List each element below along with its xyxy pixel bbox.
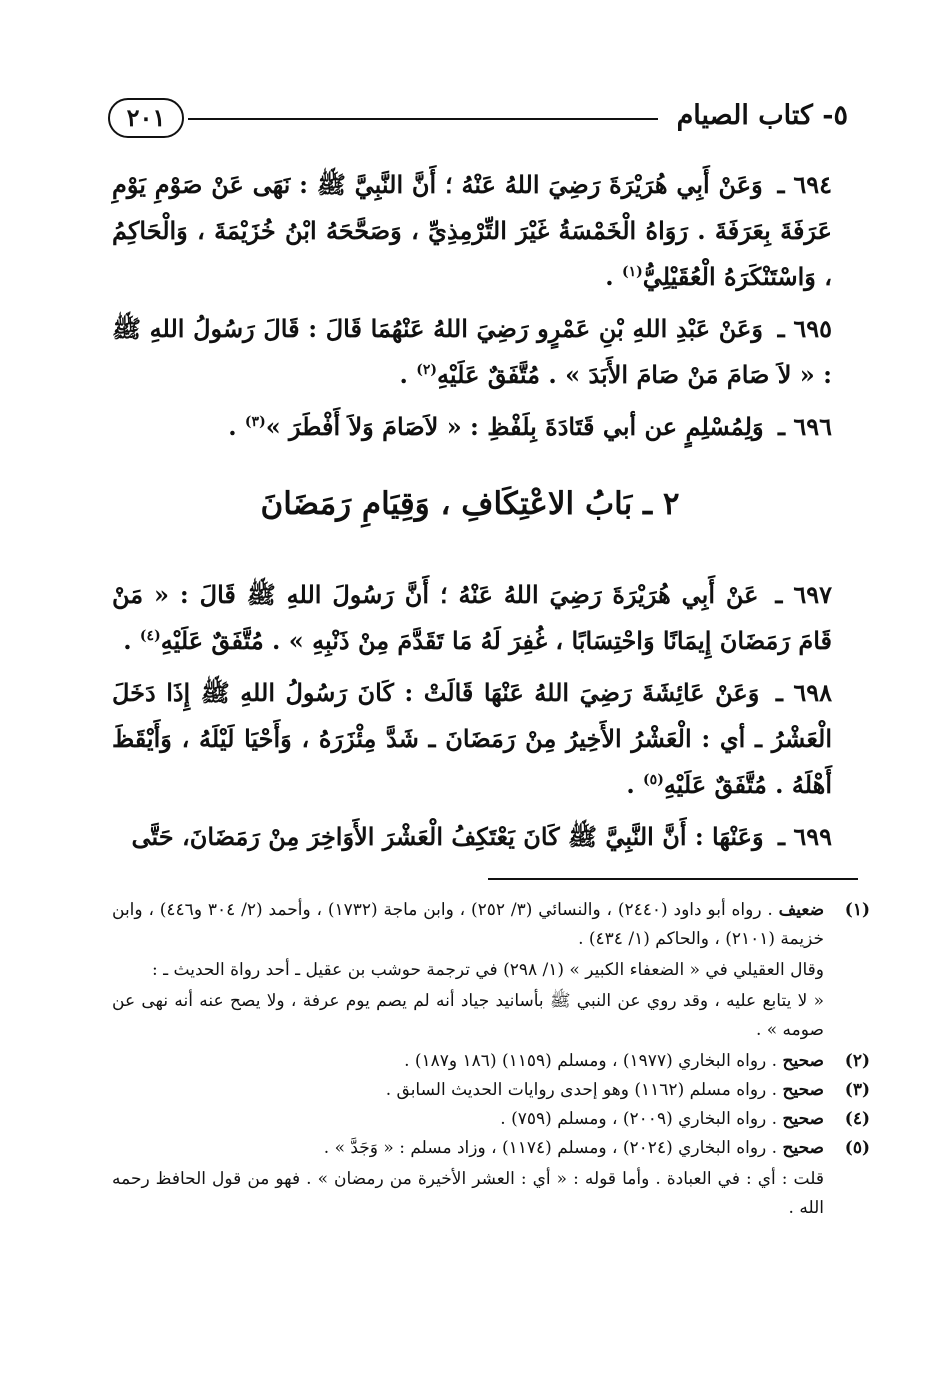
- footnote-number: (٤): [844, 1109, 870, 1129]
- hadith-text: وَعَنْ عَبْدِ اللهِ بْنِ عَمْرٍو رَضِيَ اللهُ عَنْهُمَا قَالَ : قَالَ رَسُولُ اللهِ ﷺ : « لاَ صَامَ مَنْ صَامَ الأَبَدَ » . مُتَّفَقٌ عَلَيْهِ: [112, 314, 832, 389]
- page-header: [108, 92, 848, 144]
- footnote-grade: ضعيف: [778, 900, 825, 920]
- footnote-number: (٣): [844, 1080, 870, 1100]
- hadith-number: ٦٩٩ ـ: [777, 822, 832, 851]
- footnote-text: . رواه البخاري (٢٠٢٤) ، ومسلم (١١٧٤) ، وزاد مسلم : « وَجَدَّ » .: [323, 1138, 783, 1158]
- footnote-ref[interactable]: (٤): [139, 628, 161, 644]
- hadith-699: [112, 814, 832, 860]
- hadith-text: وَلِمُسْلِمٍ عن أبي قَتَادَةَ بِلَفْظِ : « لاَصَامَ وَلاَ أَفْطَرَ »: [265, 412, 764, 441]
- hadith-698: ٦٩٨ ـ وَعَنْ عَائِشَةَ رَضِيَ اللهُ عَنْهَا قَالَتْ : كَانَ رَسُولُ اللهِ ﷺ إِذَا دَخَلَ الْعَشْرُ ـ أي : الْعَشْرُ الأَخِيرُ مِنْ رَمَضَانَ ـ شَدَّ مِئْزَرَهُ ، وَأَحْيَا لَيْلَهُ ، وَأَيْقَظَ أَهْلَهُ . مُتَّفَقٌ عَلَيْهِ$^{(٥)}$ .: [112, 678, 833, 799]
- footnote-number: (١): [844, 900, 870, 920]
- footnote-1: [112, 896, 870, 954]
- footnote-text: . رواه البخاري (١٩٧٧) ، ومسلم (١١٥٩) (١٨٦ و١٨٧) .: [404, 1051, 783, 1071]
- footnotes: [112, 896, 870, 1225]
- footnote-grade: صحيح: [782, 1080, 824, 1100]
- hadith-694: ٦٩٤ ـ وَعَنْ أَبِي هُرَيْرَةَ رَضِيَ اللهُ عَنْهُ ؛ أَنَّ النَّبِيَّ ﷺ : نَهَى عَنْ صَوْمِ يَوْمِ عَرَفَةَ بِعَرَفَةَ . رَوَاهُ الْخَمْسَةُ غَيْرَ التِّرْمِذِيِّ ، وَصَحَّحَهُ ابْنُ خُزَيْمَةَ ، وَالْحَاكِمُ ، وَاسْتَنْكَرَهُ الْعُقَيْلِيُّ$^{(١)}$ .: [112, 170, 833, 291]
- footnote-5-note: قلت : أي : في العبادة . وأما قوله : « أي : العشر الأخيرة من رمضان » . فهو من قول الحافظ رحمه الله .: [112, 1169, 824, 1218]
- footnote-number: (٢): [844, 1051, 870, 1071]
- chapter-title: ٥- كتاب الصيام: [676, 100, 848, 131]
- footnote-grade: صحيح: [782, 1109, 824, 1129]
- footnote-grade: صحيح: [782, 1138, 824, 1158]
- footnote-1-continuation: وقال العقيلي في « الضعفاء الكبير » (١/ ٢٩٨) في ترجمة حوشب بن عقيل ـ أحد رواة الحديث ـ :: [152, 960, 824, 980]
- hadith-696: ٦٩٦ ـ وَلِمُسْلِمٍ عن أبي قَتَادَةَ بِلَفْظِ : « لاَصَامَ وَلاَ أَفْطَرَ »$^{(٣)}$ .: [228, 412, 832, 441]
- hadith-block-2: [112, 572, 832, 860]
- hadith-number: ٦٩٥ ـ: [777, 314, 833, 343]
- footnote-ref[interactable]: (٣): [244, 414, 266, 430]
- footnote-text: . رواه مسلم (١١٦٢) وهو إحدى روايات الحديث السابق .: [385, 1080, 783, 1100]
- footnote-grade: صحيح: [782, 1051, 824, 1071]
- footnote-ref[interactable]: (١): [621, 264, 643, 280]
- page-number: ٢٠١: [108, 98, 184, 138]
- footnote-1-quote: « لا يتابع عليه ، وقد روي عن النبي ﷺ بأسانيد جياد أنه لم يصم يوم عرفة ، ولا يصح عنه أنه نهى عن صومه » .: [112, 991, 825, 1040]
- hadith-697: ٦٩٧ ـ عَنْ أَبِي هُرَيْرَةَ رَضِيَ اللهُ عَنْهُ ؛ أَنَّ رَسُولَ اللهِ ﷺ قَالَ : « مَنْ قَامَ رَمَضَانَ إِيمَانًا وَاحْتِسَابًا ، غُفِرَ لَهُ مَا تَقَدَّمَ مِنْ ذَنْبِهِ » . مُتَّفَقٌ عَلَيْهِ$^{(٤)}$ .: [112, 580, 833, 655]
- footnote-text: . رواه أبو داود (٢٤٤٠) ، والنسائي (٣/ ٢٥٢) ، وابن ماجة (١٧٣٢) ، وأحمد (٢/ ٣٠٤ و٤٤٦) ، وابن خزيمة (٢١٠١) ، والحاكم (١/ ٤٣٤) .: [112, 900, 824, 949]
- footnote-2: [112, 1047, 870, 1076]
- footnote-text: . رواه البخاري (٢٠٠٩) ، ومسلم (٧٥٩) .: [500, 1109, 783, 1129]
- footnote-5: [112, 1134, 870, 1163]
- hadith-number: ٦٩٤ ـ: [777, 170, 833, 199]
- section-title: ٢ ـ بَابُ الاعْتِكَافِ ، وَقِيَامِ رَمَضَانَ: [260, 486, 680, 522]
- footnote-3: [112, 1076, 870, 1105]
- footnote-ref[interactable]: (٥): [643, 772, 664, 788]
- footnote-separator: [488, 878, 858, 880]
- hadith-number: ٦٩٧ ـ: [775, 580, 833, 609]
- hadith-block-1: [112, 162, 832, 450]
- header-rule: [188, 118, 658, 120]
- hadith-text: وَعَنْهَا : أَنَّ النَّبِيَّ ﷺ كَانَ يَعْتَكِفُ الْعَشْرَ الأَوَاخِرَ مِنْ رَمَضَانَ، حَتَّى: [131, 822, 764, 851]
- footnote-number: (٥): [844, 1138, 870, 1158]
- hadith-695: ٦٩٥ ـ وَعَنْ عَبْدِ اللهِ بْنِ عَمْرٍو رَضِيَ اللهُ عَنْهُمَا قَالَ : قَالَ رَسُولُ اللهِ ﷺ : « لاَ صَامَ مَنْ صَامَ الأَبَدَ » . مُتَّفَقٌ عَلَيْهِ$^{(٢)}$ .: [112, 314, 833, 389]
- hadith-number: ٦٩٦ ـ: [777, 412, 832, 441]
- hadith-number: ٦٩٨ ـ: [775, 678, 833, 707]
- hadith-text: عَنْ أَبِي هُرَيْرَةَ رَضِيَ اللهُ عَنْهُ ؛ أَنَّ رَسُولَ اللهِ ﷺ قَالَ : « مَنْ قَامَ رَمَضَانَ إِيمَانًا وَاحْتِسَابًا ، غُفِرَ لَهُ مَا تَقَدَّمَ مِنْ ذَنْبِهِ » . مُتَّفَقٌ عَلَيْهِ: [112, 580, 832, 655]
- footnote-ref[interactable]: (٢): [416, 362, 438, 378]
- hadith-text: وَعَنْ عَائِشَةَ رَضِيَ اللهُ عَنْهَا قَالَتْ : كَانَ رَسُولُ اللهِ ﷺ إِذَا دَخَلَ الْعَشْرُ ـ أي : الْعَشْرُ الأَخِيرُ مِنْ رَمَضَانَ ـ شَدَّ مِئْزَرَهُ ، وَأَحْيَا لَيْلَهُ ، وَأَيْقَظَ أَهْلَهُ . مُتَّفَقٌ عَلَيْهِ: [112, 678, 832, 799]
- footnote-4: [112, 1105, 870, 1134]
- hadith-text: وَعَنْ أَبِي هُرَيْرَةَ رَضِيَ اللهُ عَنْهُ ؛ أَنَّ النَّبِيَّ ﷺ : نَهَى عَنْ صَوْمِ يَوْمِ عَرَفَةَ بِعَرَفَةَ . رَوَاهُ الْخَمْسَةُ غَيْرَ التِّرْمِذِيِّ ، وَصَحَّحَهُ ابْنُ خُزَيْمَةَ ، وَالْحَاكِمُ ، وَاسْتَنْكَرَهُ الْعُقَيْلِيُّ: [112, 170, 832, 291]
